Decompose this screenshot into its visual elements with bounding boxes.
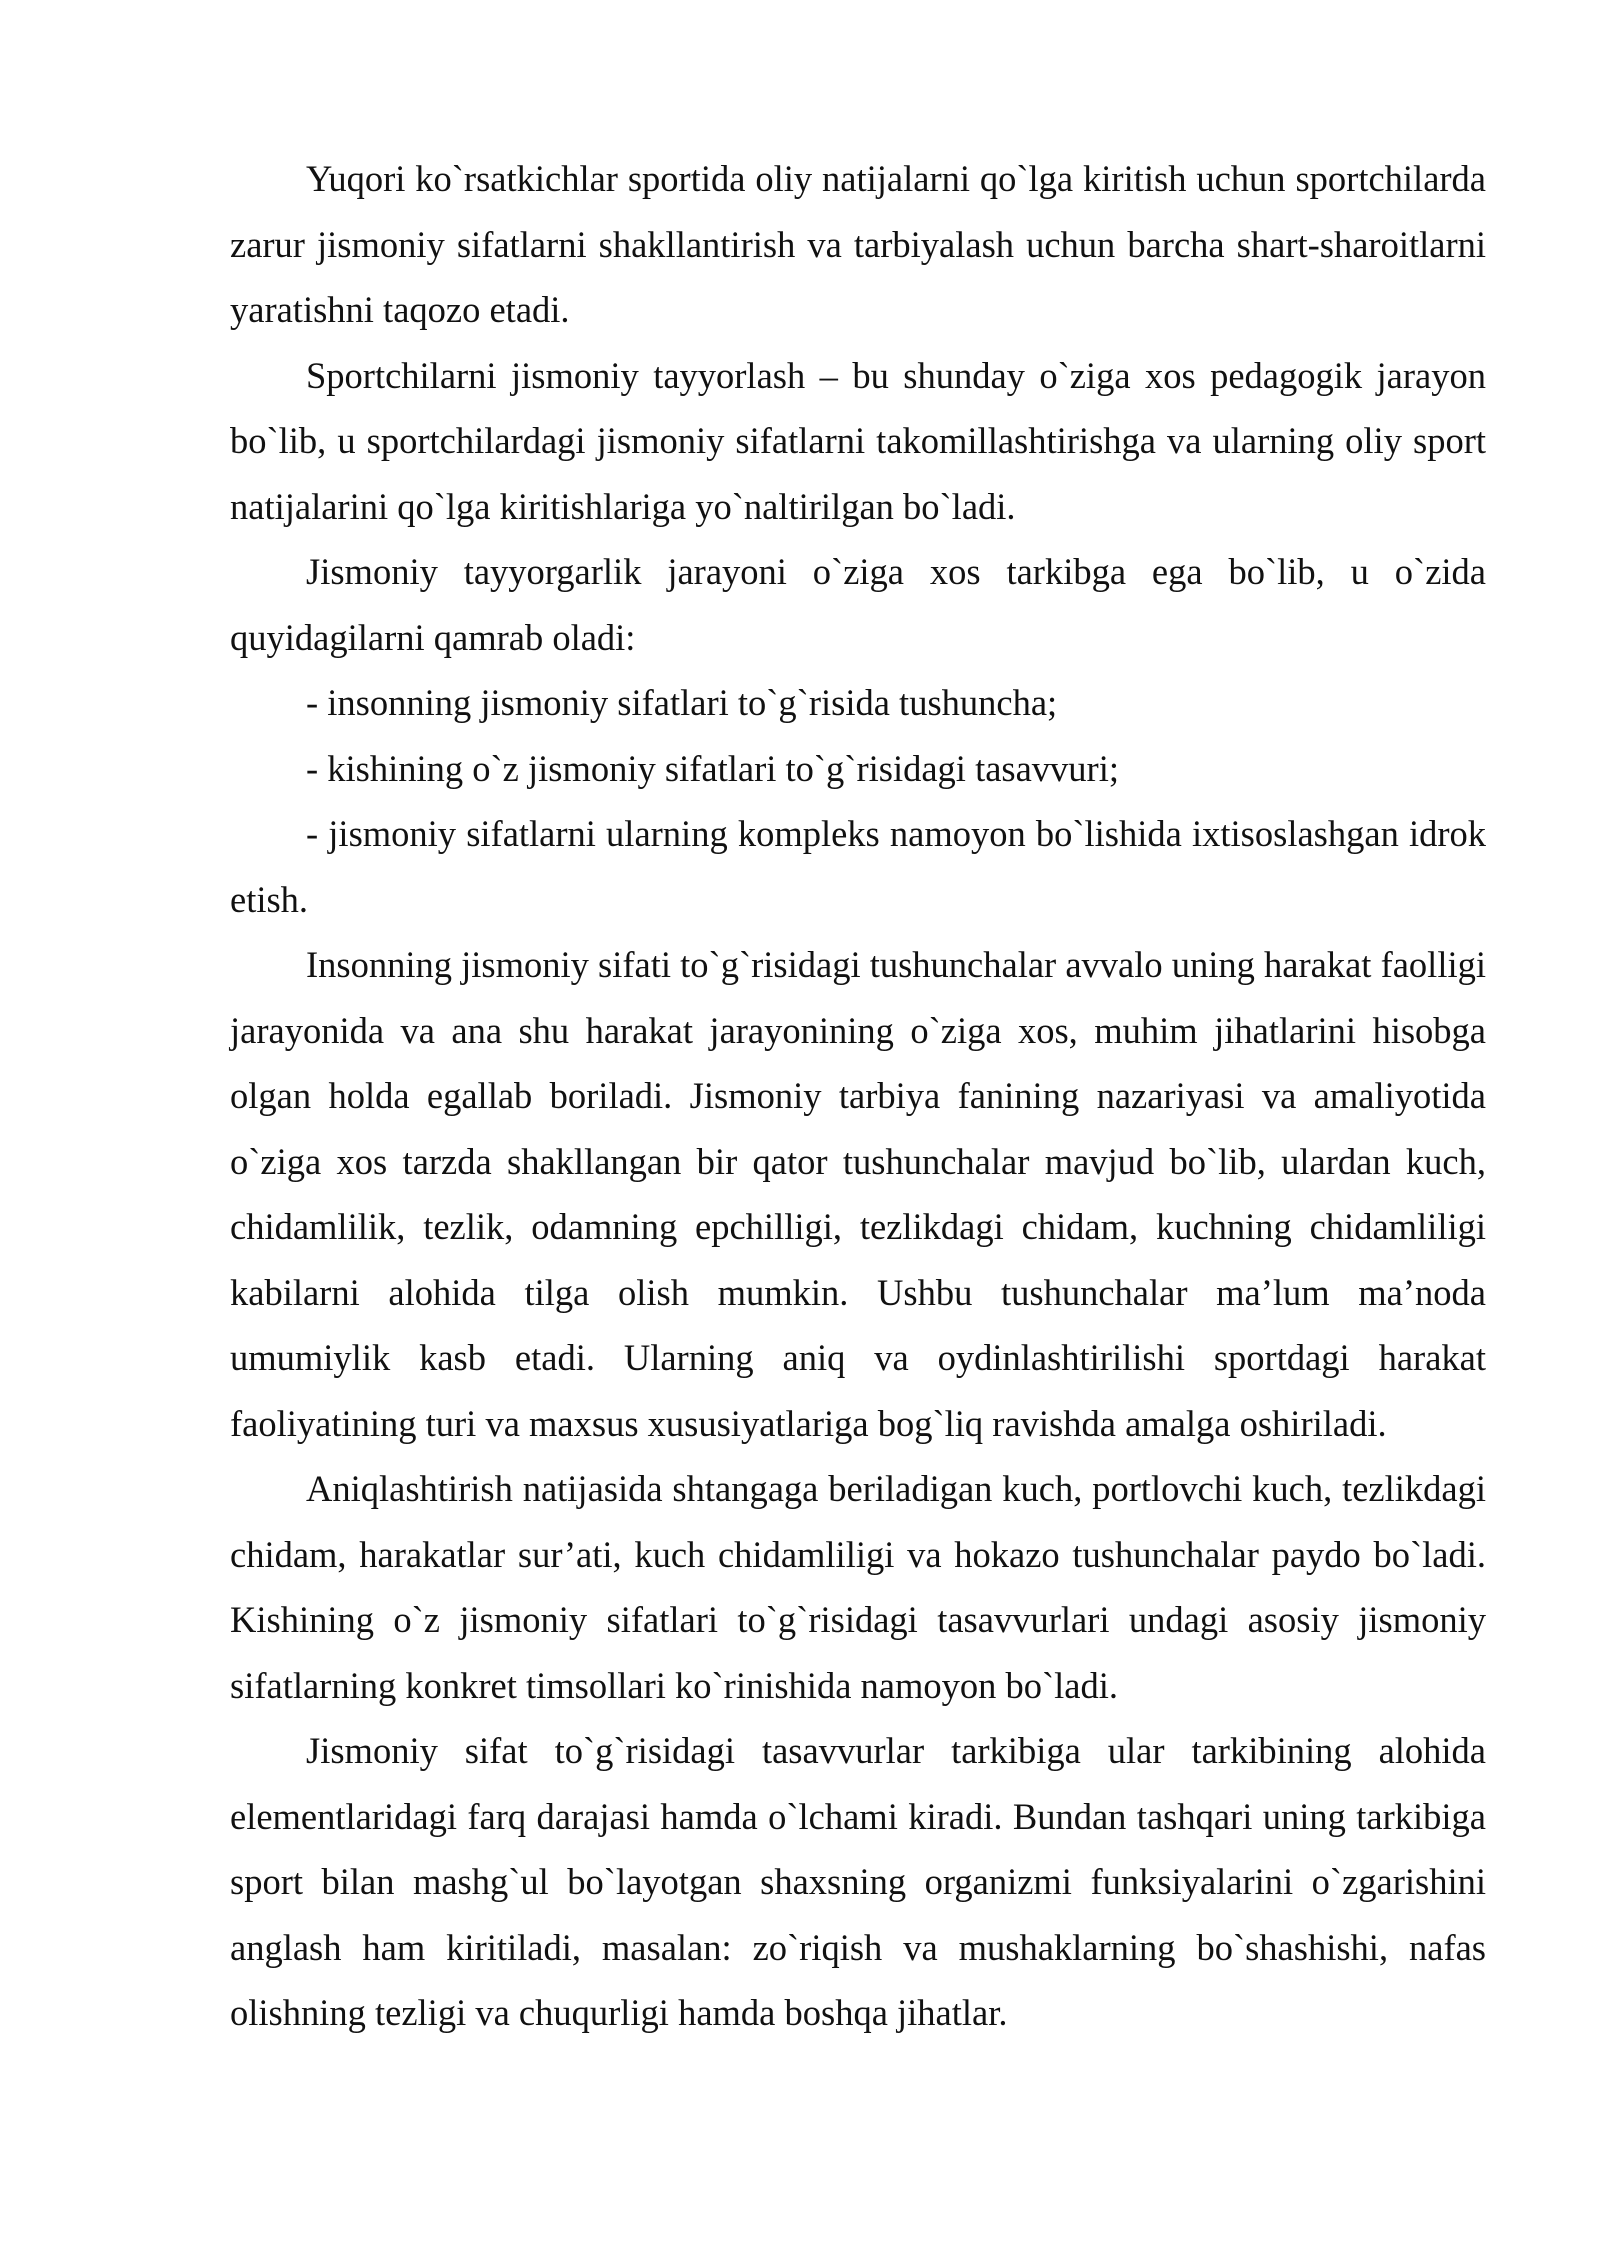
list-item-3: - jismoniy sifatlarni ularning kompleks namoyon bo`lishida ixtisoslashgan idrok etish. xyxy=(230,813,1486,920)
paragraph-4: Insonning jismoniy sifati to`g`risidagi tushunchalar avvalo uning harakat faolligi jarayonida va ana shu harakat jarayonining o`ziga xos, muhim jihatlarini hisobga olgan holda egallab boriladi. Jismoniy tarbiya fanining nazariyasi va amaliyotida o`ziga xos tarzda shakllangan bir qator tushunchalar mavjud bo`lib, ulardan kuch, chidamlilik, tezlik, odamning epchilligi, tezlikdagi chidam, kuchning chidamliligi kabilarni alohida tilga olish mumkin. Ushbu tushunchalar ma’lum ma’noda umumiylik kasb etadi. Ularning aniq va oydinlashtirilishi sportdagi harakat faoliyatining turi va maxsus xususiyatlariga bog`liq ravishda amalga oshiriladi. xyxy=(230,944,1486,1444)
list-item-2: - kishining o`z jismoniy sifatlari to`g`risidagi tasavvuri; xyxy=(306,747,1119,789)
paragraph-6: Jismoniy sifat to`g`risidagi tasavvurlar tarkibiga ular tarkibining alohida elementlaridagi farq darajasi hamda o`lchami kiradi. Bundan tashqari uning tarkibiga sport bilan mashg`ul bo`layotgan shaxsning organizmi funksiyalarini o`zgarishini anglash ham kiritiladi, masalan: zo`riqish va mushaklarning bo`shashishi, nafas olishning tezligi va chuqurligi hamda boshqa jihatlar. xyxy=(230,1730,1486,2033)
document-body xyxy=(230,146,1486,2046)
paragraph-1: Yuqori ko`rsatkichlar sportida oliy natijalarni qo`lga kiritish uchun sportchilarda zarur jismoniy sifatlarni shakllantirish va tarbiyalash uchun barcha shart-sharoitlarni yaratishni taqozo etadi. xyxy=(230,158,1486,330)
list-item-1: - insonning jismoniy sifatlari to`g`risida tushuncha; xyxy=(306,682,1058,723)
paragraph-2: Sportchilarni jismoniy tayyorlash – bu shunday o`ziga xos pedagogik jarayon bo`lib, u sportchilardagi jismoniy sifatlarni takomillashtirishga va ularning oliy sport natijalarini qo`lga kiritishlariga yo`naltirilgan bo`ladi. xyxy=(230,354,1486,527)
paragraph-5: Aniqlashtirish natijasida shtangaga beriladigan kuch, portlovchi kuch, tezlikdagi chidam, harakatlar sur’ati, kuch chidamliligi va hokazo tushunchalar paydo bo`ladi. Kishining o`z jismoniy sifatlari to`g`risidagi tasavvurlari undagi asosiy jismoniy sifatlarning konkret timsollari ko`rinishida namoyon bo`ladi. xyxy=(230,1468,1486,1706)
paragraph-3: Jismoniy tayyorgarlik jarayoni o`ziga xos tarkibga ega bo`lib, u o`zida quyidagilarni qamrab oladi: xyxy=(230,551,1486,658)
